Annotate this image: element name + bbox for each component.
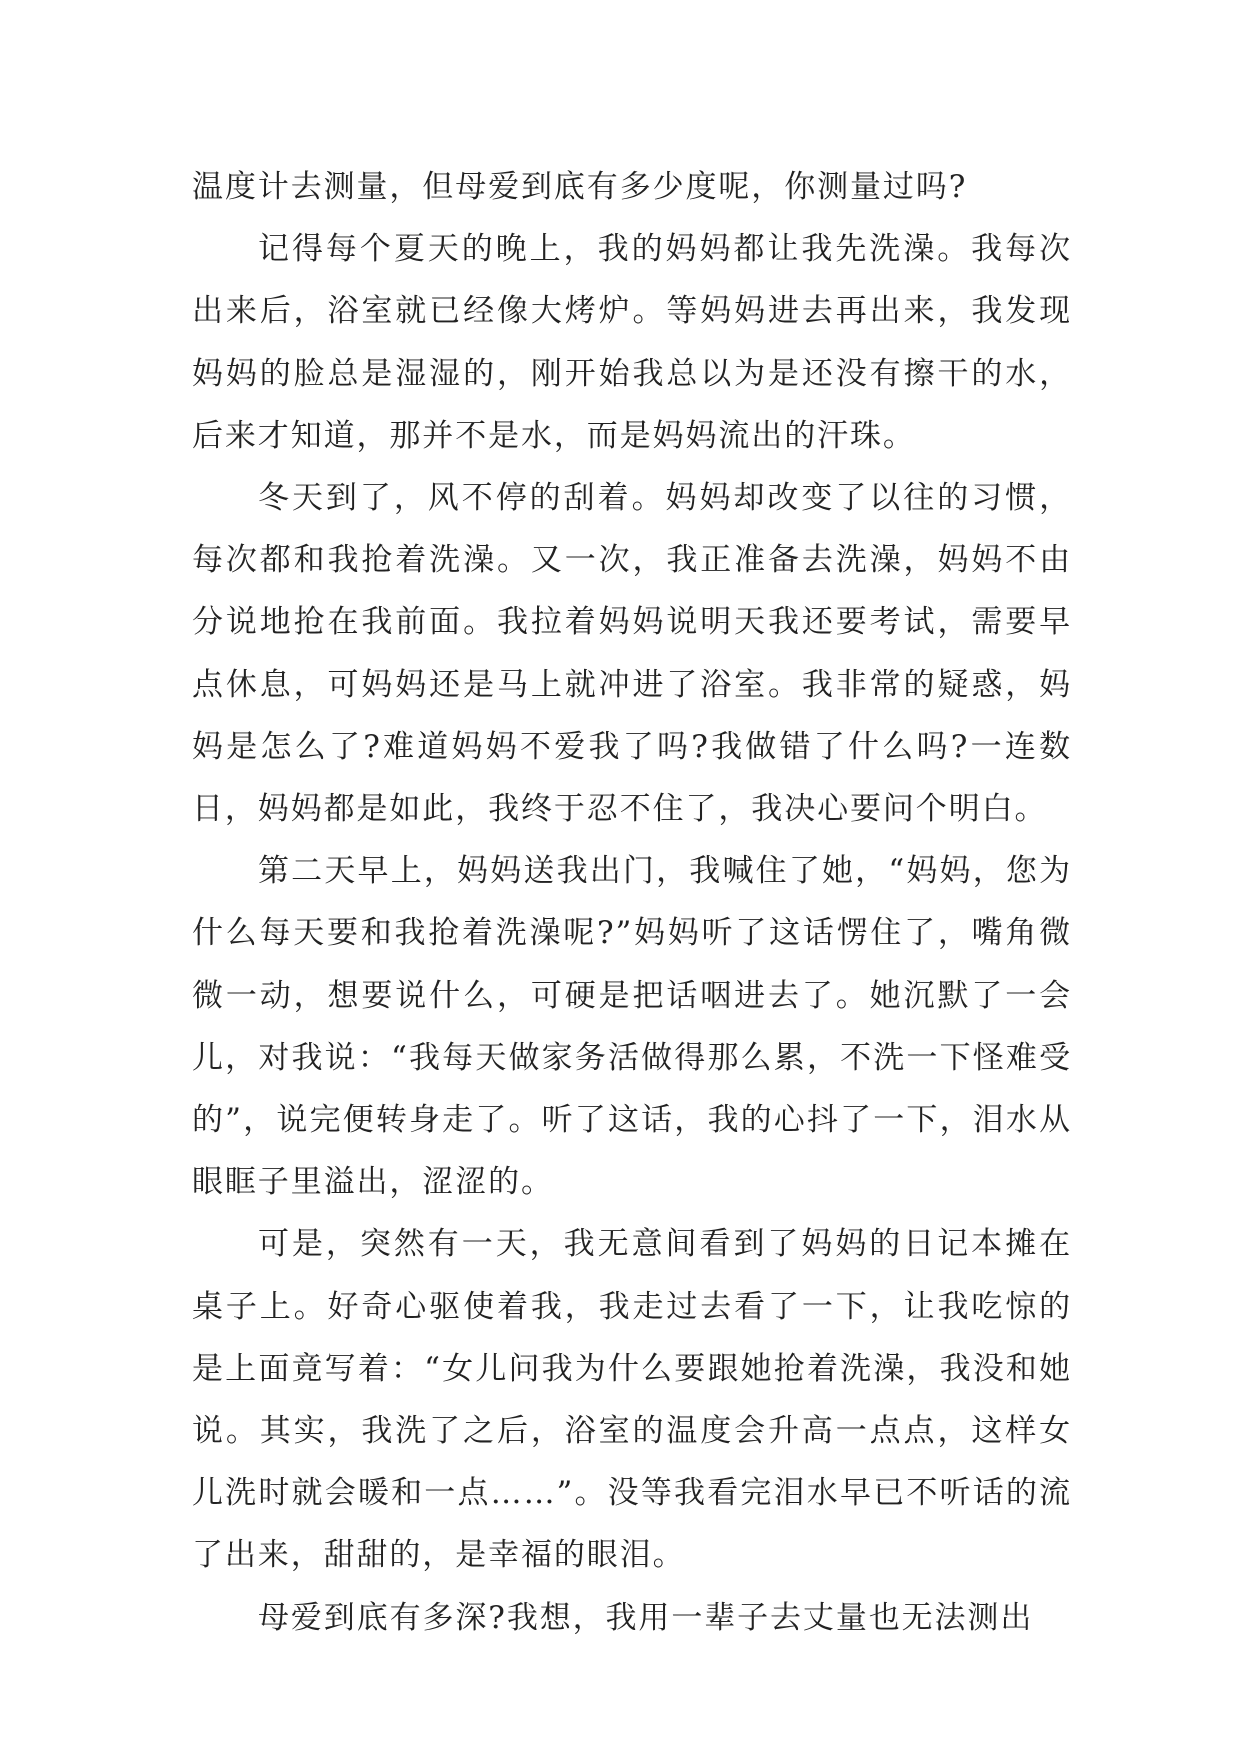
paragraph-2: 记得每个夏天的晚上，我的妈妈都让我先洗澡。我每次出来后，浴室就已经像大烤炉。等妈妈进去再出来，我发现妈妈的脸总是湿湿的，刚开始我总以为是还没有擦干的水，后来才知道，那并不是水，而是妈妈流出的汗珠。	[192, 231, 1072, 454]
paragraph-1: 温度计去测量，但母爱到底有多少度呢，你测量过吗?	[192, 169, 968, 205]
body-text	[192, 156, 1072, 1649]
paragraph-3: 冬天到了，风不停的刮着。妈妈却改变了以往的习惯，每次都和我抢着洗澡。又一次，我正准备去洗澡，妈妈不由分说地抢在我前面。我拉着妈妈说明天我还要考试，需要早点休息，可妈妈还是马上就冲进了浴室。我非常的疑惑，妈妈是怎么了?难道妈妈不爱我了吗?我做错了什么吗?一连数日，妈妈都是如此，我终于忍不住了，我决心要问个明白。	[192, 480, 1072, 828]
paragraph-4: 第二天早上，妈妈送我出门，我喊住了她，“妈妈，您为什么每天要和我抢着洗澡呢?”妈妈听了这话愣住了，嘴角微微一动，想要说什么，可硬是把话咽进去了。她沉默了一会儿，对我说：“我每天做家务活做得那么累，不洗一下怪难受的”，说完便转身走了。听了这话，我的心抖了一下，泪水从眼眶子里溢出，涩涩的。	[192, 853, 1072, 1201]
paragraph-5: 可是，突然有一天，我无意间看到了妈妈的日记本摊在桌子上。好奇心驱使着我，我走过去看了一下，让我吃惊的是上面竟写着：“女儿问我为什么要跟她抢着洗澡，我没和她说。其实，我洗了之后，浴室的温度会升高一点点，这样女儿洗时就会暖和一点……”。没等我看完泪水早已不听话的流了出来，甜甜的，是幸福的眼泪。	[192, 1226, 1072, 1574]
paragraph-6: 母爱到底有多深?我想，我用一辈子去丈量也无法测出	[258, 1599, 1034, 1636]
